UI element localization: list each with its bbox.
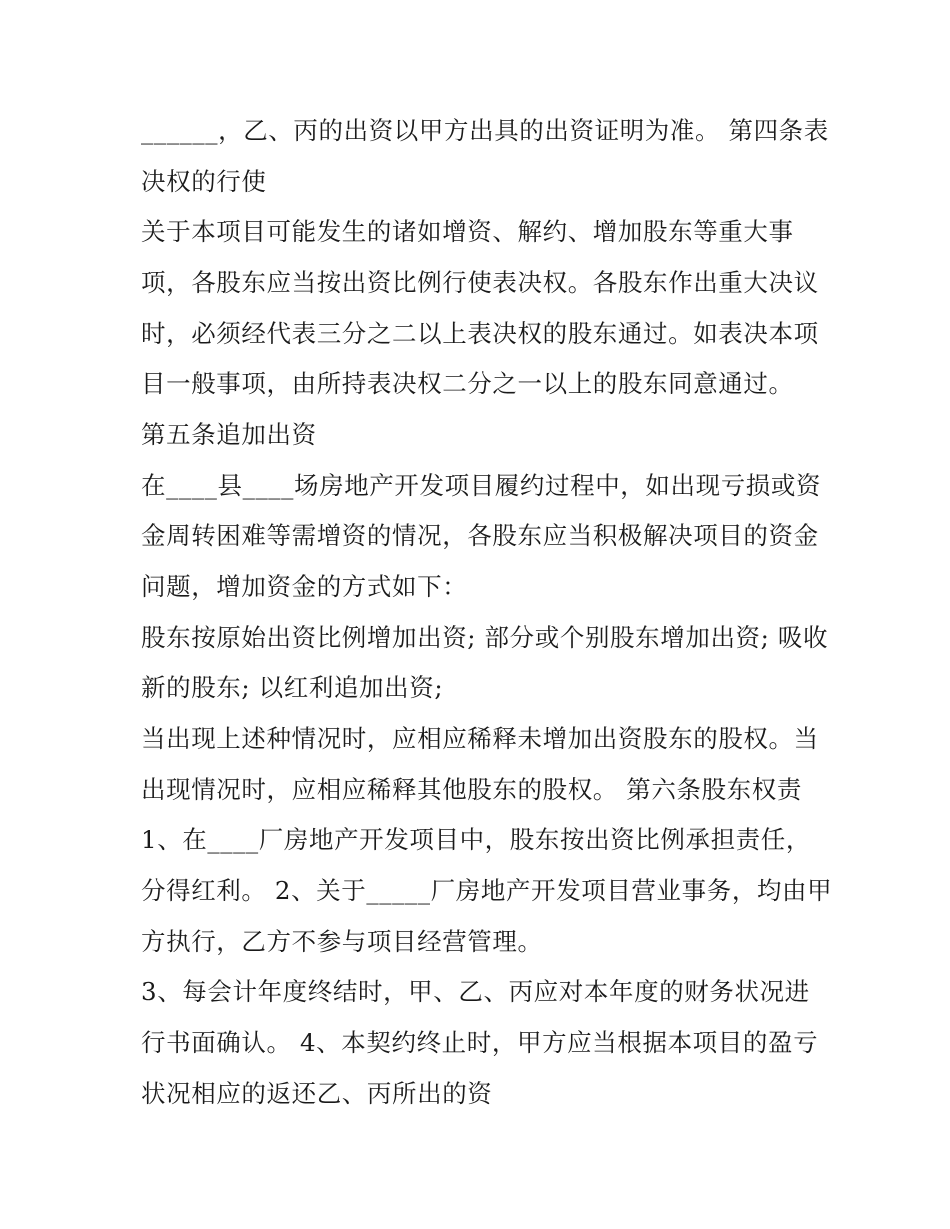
text-line: 决权的行使 (141, 167, 267, 196)
text-line: 时，必须经代表三分之二以上表决权的股东通过。如表决本项 (141, 319, 819, 348)
text-line: 状况相应的返还乙、丙所出的资 (141, 1079, 493, 1108)
section-heading: 第五条追加出资 (141, 420, 317, 449)
text-line: 在____县____场房地产开发项目履约过程中，如出现亏损或资 (141, 471, 822, 500)
text-line: 当出现上述种情况时，应相应稀释未增加出资股东的股权。当 (141, 724, 819, 753)
text-line: 出现情况时，应相应稀释其他股东的股权。 第六条股东权责 (141, 775, 802, 804)
text-line: 关于本项目可能发生的诸如增资、解约、增加股东等重大事 (141, 217, 794, 246)
text-line: 新的股东; 以红利追加出资; (141, 673, 444, 702)
text-line: ______，乙、丙的出资以甲方出具的出资证明为准。 第四条表 (141, 116, 829, 145)
text-line: 分得红利。 2、关于_____厂房地产开发项目营业事务，均由甲 (141, 876, 833, 905)
text-line: 行书面确认。 4、本契约终止时，甲方应当根据本项目的盈亏 (141, 1028, 819, 1057)
text-line: 股东按原始出资比例增加出资; 部分或个别股东增加出资; 吸收 (141, 623, 829, 652)
text-line: 项，各股东应当按出资比例行使表决权。各股东作出重大决议 (141, 268, 819, 297)
text-line: 金周转困难等需增资的情况，各股东应当积极解决项目的资金 (141, 521, 819, 550)
text-line: 方执行，乙方不参与项目经营管理。 (141, 927, 543, 956)
text-line: 3、每会计年度终结时，甲、乙、丙应对本年度的财务状况进 (141, 977, 810, 1006)
text-line: 问题，增加资金的方式如下： (141, 572, 468, 601)
text-line: 目一般事项，由所持表决权二分之一以上的股东同意通过。 (141, 369, 794, 398)
text-line: 1、在____厂房地产开发项目中，股东按出资比例承担责任， (141, 825, 811, 854)
